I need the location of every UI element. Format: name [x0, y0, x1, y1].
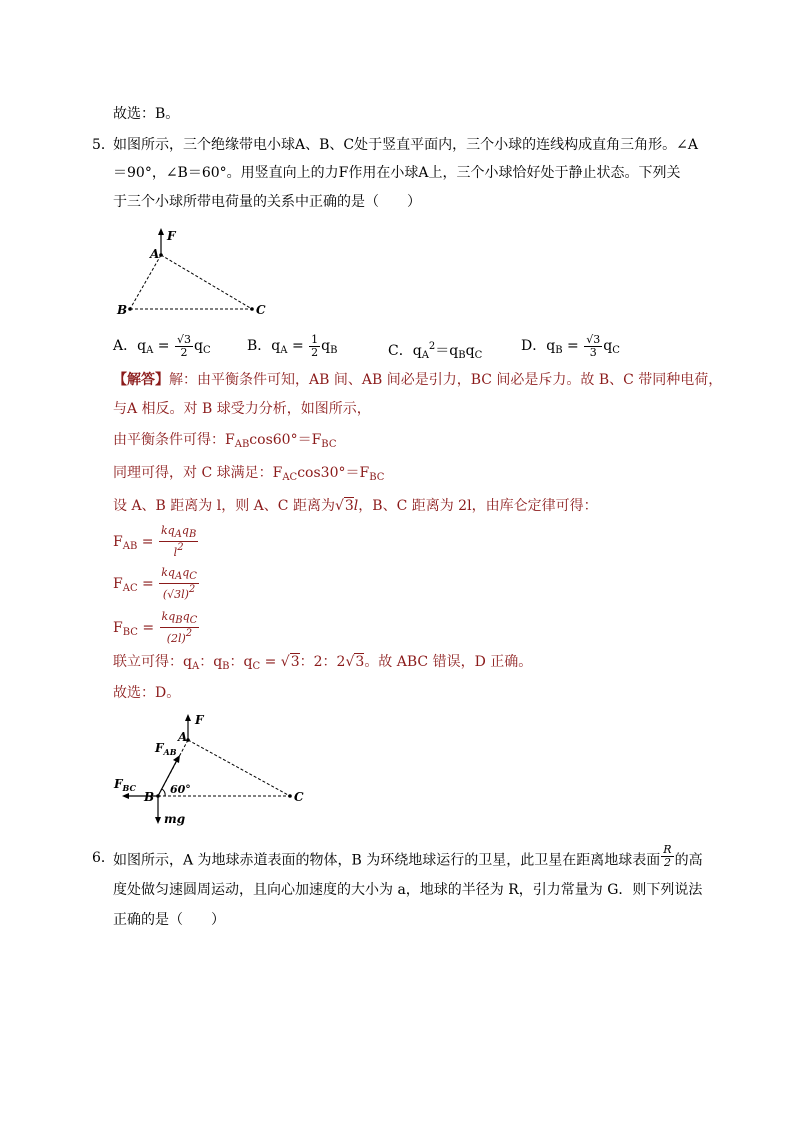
- solution-answer: 故选：D。: [113, 685, 181, 701]
- label-f: F: [167, 229, 176, 243]
- option-c-sup: 2: [428, 341, 436, 352]
- fbc-den: (2l): [166, 632, 186, 645]
- option-a-rhs-sub: C: [202, 345, 211, 356]
- fbc-sub: BC: [122, 627, 138, 638]
- line3-sub1: AB: [234, 439, 250, 450]
- fig2-edge-ac: [188, 740, 290, 796]
- ball-a: [159, 253, 163, 257]
- solution-line2: 与A 相反。对 B 球受力分析，如图所示，: [113, 401, 371, 417]
- fig2-ball-c: [288, 794, 292, 798]
- fbc-num: kq: [161, 610, 176, 623]
- solution-line4: [113, 463, 384, 488]
- fbc-num2: q: [182, 610, 190, 623]
- fbc-den-sup: 2: [185, 628, 193, 639]
- fig2-force-head: [185, 714, 191, 721]
- solution-line3: [113, 430, 336, 455]
- option-d[interactable]: [521, 333, 620, 364]
- q5-line2: ＝90°，∠B＝60°。用竖直向上的力F作用在小球A上，三个小球恰好处于静止状态。下列关: [113, 165, 681, 181]
- line3-a: 由平衡条件可得：F: [113, 432, 235, 448]
- concl-sqrt1: 3: [290, 654, 300, 670]
- label-b: B: [117, 303, 128, 317]
- option-d-lhs-sub: B: [555, 345, 563, 356]
- fab-num-sub2: B: [188, 529, 197, 540]
- q6-frac-num: R: [663, 843, 672, 856]
- fac-sub: AC: [122, 583, 138, 594]
- q6-line2: 度处做匀速圆周运动，且向心加速度的大小为 a，地球的半径为 R，引力常量为 G．则下列说法: [113, 882, 703, 898]
- q5-figure-triangle: [110, 225, 280, 320]
- concl-sub1: A: [191, 661, 200, 672]
- line5-a: 设 A、B 距离为 l，则 A、C 距离为: [113, 498, 335, 514]
- option-b-rhs-sub: B: [330, 345, 338, 356]
- fab-sub: AB: [122, 541, 138, 552]
- option-d-rhs-sub: C: [612, 345, 620, 356]
- option-b-fraction: [309, 334, 320, 359]
- ball-c: [250, 307, 254, 311]
- option-a[interactable]: [113, 333, 211, 364]
- option-d-prefix: D．: [521, 338, 547, 354]
- q6-number: 6．: [92, 850, 115, 866]
- fac-den-sup: 2: [188, 584, 196, 595]
- solution-line1-text: 解：由平衡条件可知，AB 间、AB 间必是引力，BC 间必是斥力。故 B、C 带同种电荷，: [169, 372, 723, 388]
- fig2-label-fab: $F_{AB}$: [155, 741, 177, 757]
- fig2-label-fbc: $F_{BC}$: [114, 777, 136, 793]
- concl-a: 联立可得：q: [113, 654, 192, 670]
- label-a: A: [150, 247, 160, 261]
- option-a-fraction: [175, 334, 193, 359]
- option-a-rhs: q: [193, 338, 203, 354]
- solution-line5: 设 A、B 距离为 l，则 A、C 距离为√3l，B、C 距离为 2l，由库仑定律可得：: [113, 498, 598, 514]
- option-b[interactable]: [247, 333, 337, 364]
- edge-ab: [130, 255, 161, 309]
- mg-arrow-head: [155, 817, 161, 824]
- q6-line1: [113, 843, 703, 873]
- q5-figure-force-analysis: [110, 710, 310, 830]
- fab-num-sub1: A: [174, 529, 182, 540]
- option-b-lhs: q: [271, 338, 281, 354]
- edge-ac: [161, 255, 252, 309]
- fbc-num-sub2: C: [189, 615, 198, 626]
- line5-l: l: [353, 498, 359, 514]
- option-a-lhs: q: [137, 338, 147, 354]
- option-c-text3: q: [465, 343, 475, 359]
- fac-num-sub2: C: [189, 571, 197, 582]
- option-d-fraction: [584, 334, 602, 359]
- option-a-eq: =: [153, 338, 174, 354]
- option-c-sub2: B: [458, 350, 466, 361]
- fbc-eq: =: [137, 620, 159, 636]
- line4-b: cos30°＝F: [297, 465, 370, 481]
- q6-fraction: [661, 844, 673, 869]
- fab-den: l: [173, 546, 178, 559]
- q6-line1-a: 如图所示，A 为地球赤道表面的物体，B 为环绕地球运行的卫星，此卫星在距离地球表面: [113, 852, 661, 869]
- concl-e: ：2：2: [299, 654, 346, 670]
- ball-b: [128, 307, 132, 311]
- option-b-rhs: q: [321, 338, 331, 354]
- q5-line1: 如图所示，三个绝缘带电小球A、B、C处于竖直平面内，三个小球的连线构成直角三角形。∠A: [113, 137, 698, 153]
- angle-arc: [162, 789, 165, 796]
- fig2-label-b: B: [144, 790, 155, 804]
- fig2-label-f: F: [195, 713, 204, 727]
- formula-fbc: [113, 610, 200, 651]
- line3-b: cos60°＝F: [249, 432, 322, 448]
- fab-den-sup: 2: [177, 542, 184, 553]
- concl-c: ：q: [229, 654, 253, 670]
- option-a-num: √3: [176, 332, 191, 346]
- concl-d: =: [260, 654, 281, 670]
- option-d-eq: =: [562, 338, 584, 354]
- option-c[interactable]: [388, 337, 482, 366]
- option-c-text2: ＝q: [435, 343, 459, 359]
- fig2-label-angle: 60°: [170, 783, 191, 796]
- force-arrow-head: [158, 228, 164, 235]
- q6-frac-den: 2: [663, 856, 671, 869]
- fac-lhs: F: [113, 576, 123, 592]
- prev-answer: 故选：B。: [113, 106, 180, 122]
- fab-fraction: [159, 525, 198, 559]
- fig2-label-c: C: [294, 790, 304, 804]
- line4-sub2: BC: [369, 472, 385, 483]
- fac-num: kq: [161, 566, 175, 579]
- fac-fraction: [159, 567, 199, 601]
- option-c-sub3: C: [474, 350, 483, 361]
- q6-line3: 正确的是（ ）: [113, 912, 225, 928]
- concl-f: 。故 ABC 错误，D 正确。: [364, 654, 533, 670]
- fig2-label-mg: mg: [164, 812, 186, 826]
- option-b-lhs-sub: A: [280, 345, 288, 356]
- fbc-num-sub1: B: [175, 615, 183, 626]
- q5-line3: 于三个小球所带电荷量的关系中正确的是（ ）: [113, 194, 421, 210]
- option-b-eq: =: [287, 338, 309, 354]
- fac-eq: =: [137, 576, 159, 592]
- option-d-num: √3: [586, 332, 601, 346]
- fac-den: (√3l): [162, 588, 189, 601]
- option-a-prefix: A．: [113, 338, 138, 354]
- fac-num-sub1: A: [174, 571, 183, 582]
- label-c: C: [256, 303, 266, 317]
- solution-conclusion: 联立可得：$q_A$：$q_B$：$q_C = √3$：2：2√3。故 ABC 错误，D 正确。: [113, 654, 533, 672]
- formula-fac: [113, 566, 200, 607]
- concl-b: ：q: [199, 654, 223, 670]
- fbc-fraction: [160, 611, 200, 645]
- option-a-den: 2: [180, 345, 188, 359]
- option-b-prefix: B．: [247, 338, 272, 354]
- fbc-arrow-head: [122, 793, 129, 799]
- line4-sub1: AC: [282, 472, 298, 483]
- concl-sub3: C: [252, 661, 261, 672]
- option-c-prefix: C．: [388, 343, 413, 359]
- fab-lhs: F: [113, 534, 123, 550]
- option-b-num: 1: [311, 332, 319, 346]
- line3-sub2: BC: [321, 439, 337, 450]
- option-a-lhs-sub: A: [146, 345, 154, 356]
- fig2-ball-b: [156, 794, 160, 798]
- option-c-sub1: A: [421, 350, 429, 361]
- fac-num2: q: [182, 566, 190, 579]
- solution-line1: [113, 370, 722, 390]
- fab-eq: =: [137, 534, 158, 550]
- line4-a: 同理可得，对 C 球满足：F: [113, 465, 283, 481]
- formula-fab: [113, 524, 199, 565]
- option-d-den: 3: [589, 345, 597, 359]
- concl-sqrt2: 3: [355, 654, 365, 670]
- line5-b: ，B、C 距离为 2l，由库仑定律可得：: [358, 498, 598, 514]
- option-b-den: 2: [311, 345, 319, 359]
- line5-sqrt: 3: [344, 498, 354, 514]
- option-c-text1: q: [412, 343, 422, 359]
- fbc-lhs: F: [113, 620, 123, 636]
- option-d-lhs: q: [546, 338, 556, 354]
- q6-line1-b: 的高: [674, 852, 703, 869]
- solution-tag: 【解答】: [113, 372, 169, 388]
- fig2-label-a: A: [178, 730, 188, 744]
- option-d-rhs: q: [603, 338, 613, 354]
- q5-number: 5．: [92, 137, 115, 153]
- fab-num2: q: [181, 524, 189, 537]
- fab-num: kq: [160, 524, 175, 537]
- concl-sub2: B: [222, 661, 230, 672]
